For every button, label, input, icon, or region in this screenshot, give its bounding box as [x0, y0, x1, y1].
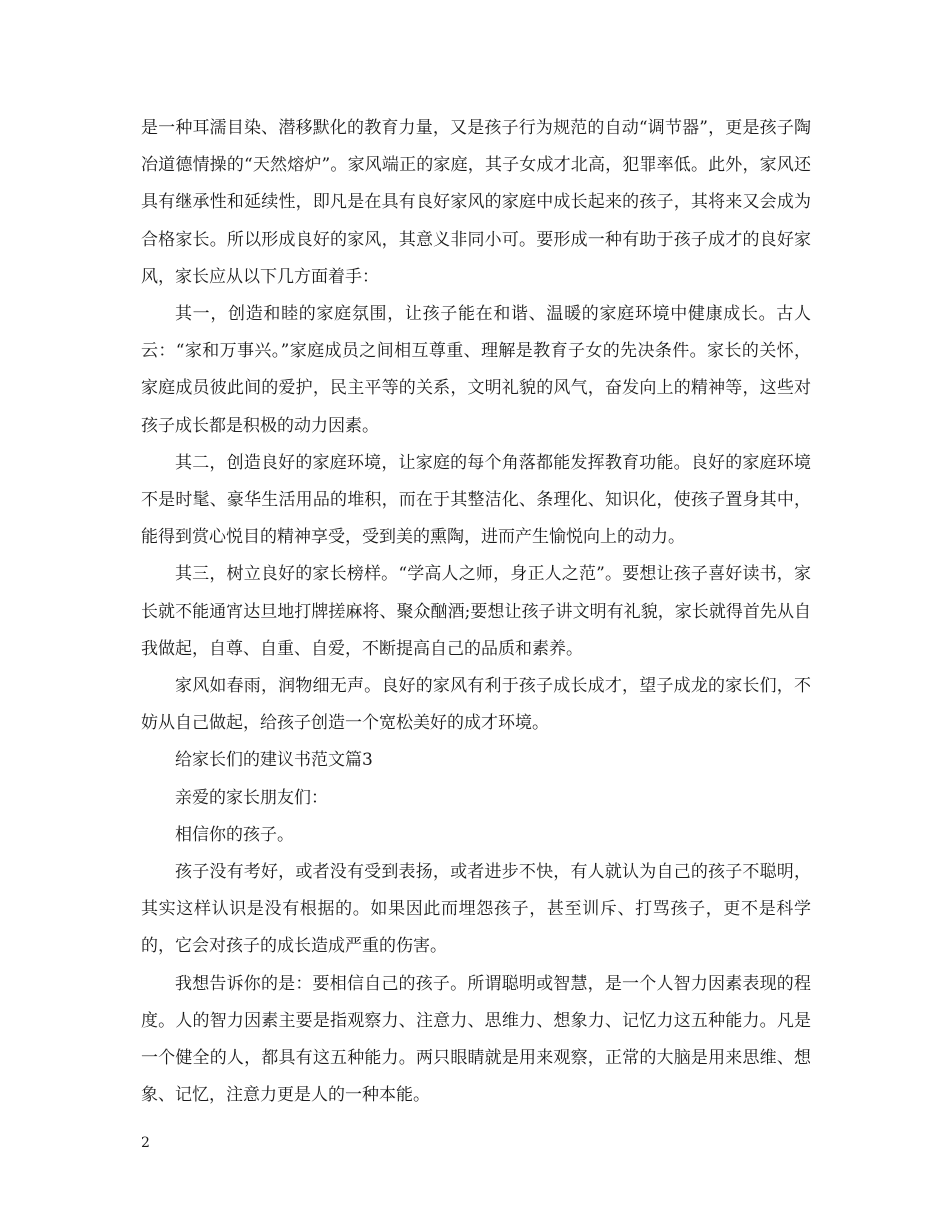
paragraph-5: 家风如春雨，润物细无声。良好的家风有利于孩子成长成才，望子成龙的家长们，不妨从自己做起，给孩子创造一个宽松美好的成才环境。	[141, 676, 811, 734]
salutation: 亲爱的家长朋友们：	[175, 787, 328, 808]
paragraph-8: 相信你的孩子。	[175, 824, 294, 845]
paragraph-3: 其二，创造良好的家庭环境，让家庭的每个角落都能发挥教育功能。良好的家庭环境不是时髦、豪华生活用品的堆积，而在于其整洁化、条理化、知识化，使孩子置身其中，能得到赏心悦目的精神享受，受到美的熏陶，进而产生愉悦向上的动力。	[141, 452, 811, 548]
paragraph-10: 我想告诉你的是：要相信自己的孩子。所谓聪明或智慧，是一个人智力因素表现的程度。人的智力因素主要是指观察力、注意力、思维力、想象力、记忆力这五种能力。凡是一个健全的人，都具有这五种能力。两只眼睛就是用来观察，正常的大脑是用来思维、想象、记忆，注意力更是人的一种本能。	[141, 973, 811, 1106]
paragraph-2: 其一，创造和睦的家庭氛围，让孩子能在和谐、温暖的家庭环境中健康成长。古人云：“家和万事兴。”家庭成员之间相互尊重、理解是教育子女的先决条件。家长的关怀，家庭成员彼此间的爱护，民主平等的关系，文明礼貌的风气，奋发向上的精神等，这些对孩子成长都是积极的动力因素。	[141, 304, 811, 436]
section-heading: 给家长们的建议书范文篇3	[175, 750, 373, 771]
paragraph-9: 孩子没有考好，或者没有受到表扬，或者进步不快，有人就认为自己的孩子不聪明，其实这样认识是没有根据的。如果因此而埋怨孩子，甚至训斥、打骂孩子，更不是科学的，它会对孩子的成长造成严重的伤害。	[141, 862, 811, 957]
paragraph-1: 是一种耳濡目染、潜移默化的教育力量，又是孩子行为规范的自动“调节器”，更是孩子陶冶道德情操的“天然熔炉”。家风端正的家庭，其子女成才北高，犯罪率低。此外，家风还具有继承性和延续性，即凡是在具有良好家风的家庭中成长起来的孩子，其将来又会成为合格家长。所以形成良好的家风，其意义非同小可。要形成一种有助于孩子成才的良好家风，家长应从以下几方面着手：	[141, 118, 811, 287]
paragraph-4: 其三，树立良好的家长榜样。“学高人之师，身正人之范”。要想让孩子喜好读书，家长就不能通宵达旦地打牌搓麻将、聚众酗酒;要想让孩子讲文明有礼貌，家长就得首先从自我做起，自尊、自重、自爱，不断提高自己的品质和素养。	[141, 564, 811, 659]
page-number: 2	[141, 1135, 150, 1151]
document-body	[141, 110, 811, 1114]
